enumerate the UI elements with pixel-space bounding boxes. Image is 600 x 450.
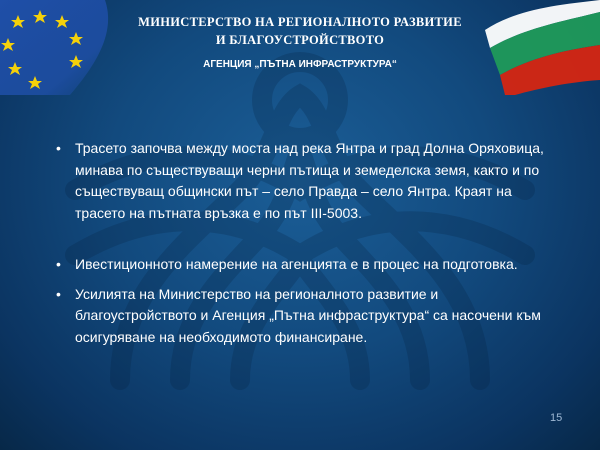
bullet-text: Усилията на Министерство на регионалното развитие и благоустройството и Агенция „Пътна инфраструктура“ са насочени към осигуряване на необходимото финансиране. xyxy=(75,285,541,345)
bullet-marker: • xyxy=(56,256,61,272)
bullet-text: Ивестиционното намерение на агенцията е в процес на подготовка. xyxy=(75,256,518,272)
bullet-text: Трасето започва между моста над река Янтра и град Долна Оряховица, минава по съществуващи черни пътища и земеделска земя, както и по съществуващ общински път – село Правда – село Янтра. Краят на трасето на пътната връзка е по път III-5003. xyxy=(75,140,544,221)
bullet-marker: • xyxy=(56,140,61,156)
agency-title: АГЕНЦИЯ „ПЪТНА ИНФРАСТРУКТУРА“ xyxy=(203,59,397,70)
bullet-item-investment xyxy=(52,254,562,276)
bullet-list xyxy=(52,138,562,348)
page-number: 15 xyxy=(550,412,563,424)
bullet-item-financing xyxy=(52,284,562,349)
ministry-title-line-2: И БЛАГОУСТРОЙСТВОТО xyxy=(215,33,385,47)
ministry-title-line-1: МИНИСТЕРСТВО НА РЕГИОНАЛНОТО РАЗВИТИЕ xyxy=(138,15,462,29)
bullet-item-route xyxy=(52,138,562,224)
bullet-marker: • xyxy=(56,285,61,302)
